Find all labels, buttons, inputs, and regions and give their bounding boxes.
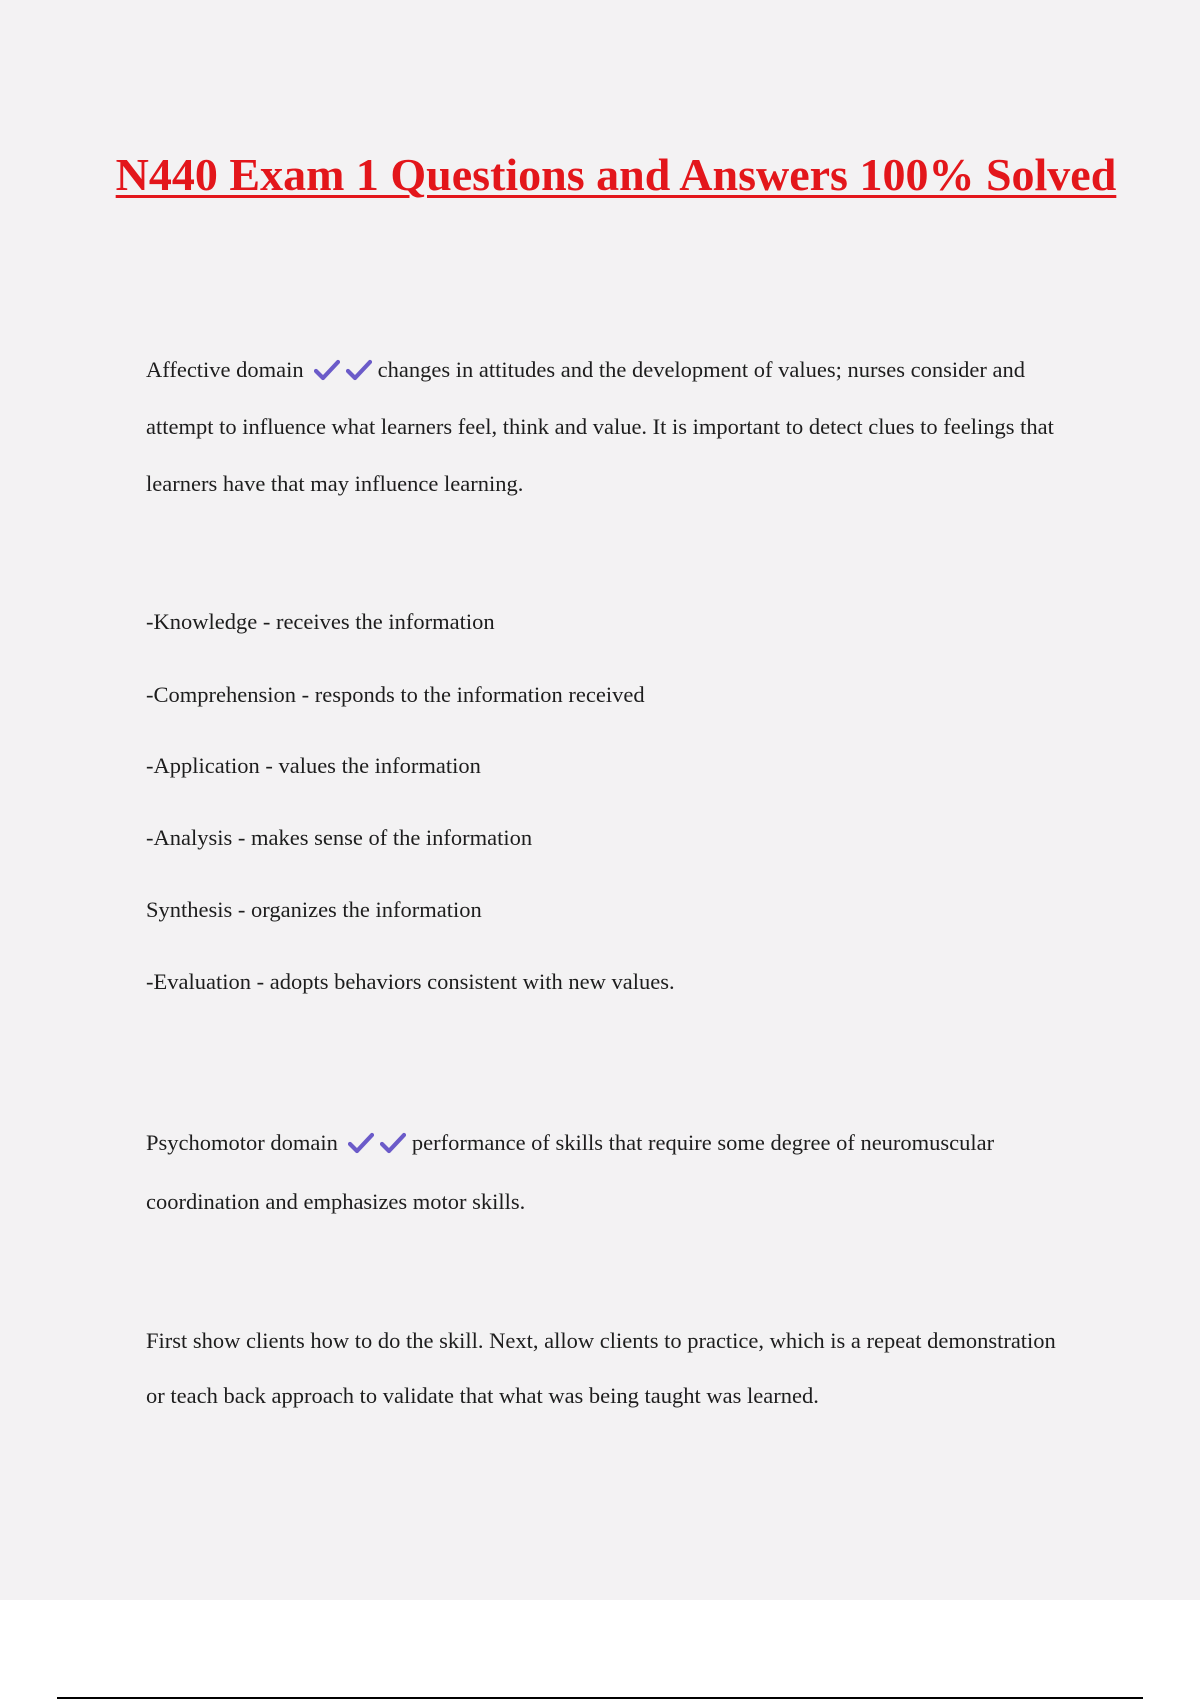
psychomotor-domain-term: Psychomotor domain [146, 1130, 338, 1155]
affective-domain-definition: changes in attitudes and the development of values; nurses consider and attempt to influence what learners feel, think and value. It is important to detect clues to feelings that learners have that may influence learning. [146, 357, 1054, 496]
psychomotor-domain-entry [146, 1113, 1076, 1231]
check-icon [380, 1132, 406, 1154]
level-analysis: -Analysis - makes sense of the information [146, 825, 533, 850]
psychomotor-domain-definition: performance of skills that require some degree of neuromuscular coordination and emphasizes motor skills. [146, 1130, 995, 1214]
level-synthesis: Synthesis - organizes the information [146, 897, 482, 922]
document-title: N440 Exam 1 Questions and Answers 100% Solved [115, 149, 1117, 200]
check-icon [348, 1132, 374, 1154]
page-divider [57, 1697, 1143, 1699]
affective-domain-term: Affective domain [146, 357, 304, 382]
level-comprehension: -Comprehension - responds to the information received [146, 682, 645, 707]
level-knowledge: -Knowledge - receives the information [146, 609, 495, 634]
level-application: -Application - values the information [146, 753, 481, 778]
affective-domain-entry [146, 341, 1076, 512]
teaching-paragraph: First show clients how to do the skill. Next, allow clients to practice, which is a repeat demonstration or teach back approach to validate that what was being taught was learned. [146, 1328, 1056, 1408]
check-icon [314, 359, 340, 381]
level-evaluation: -Evaluation - adopts behaviors consistent with new values. [146, 969, 675, 994]
check-icon [346, 359, 372, 381]
